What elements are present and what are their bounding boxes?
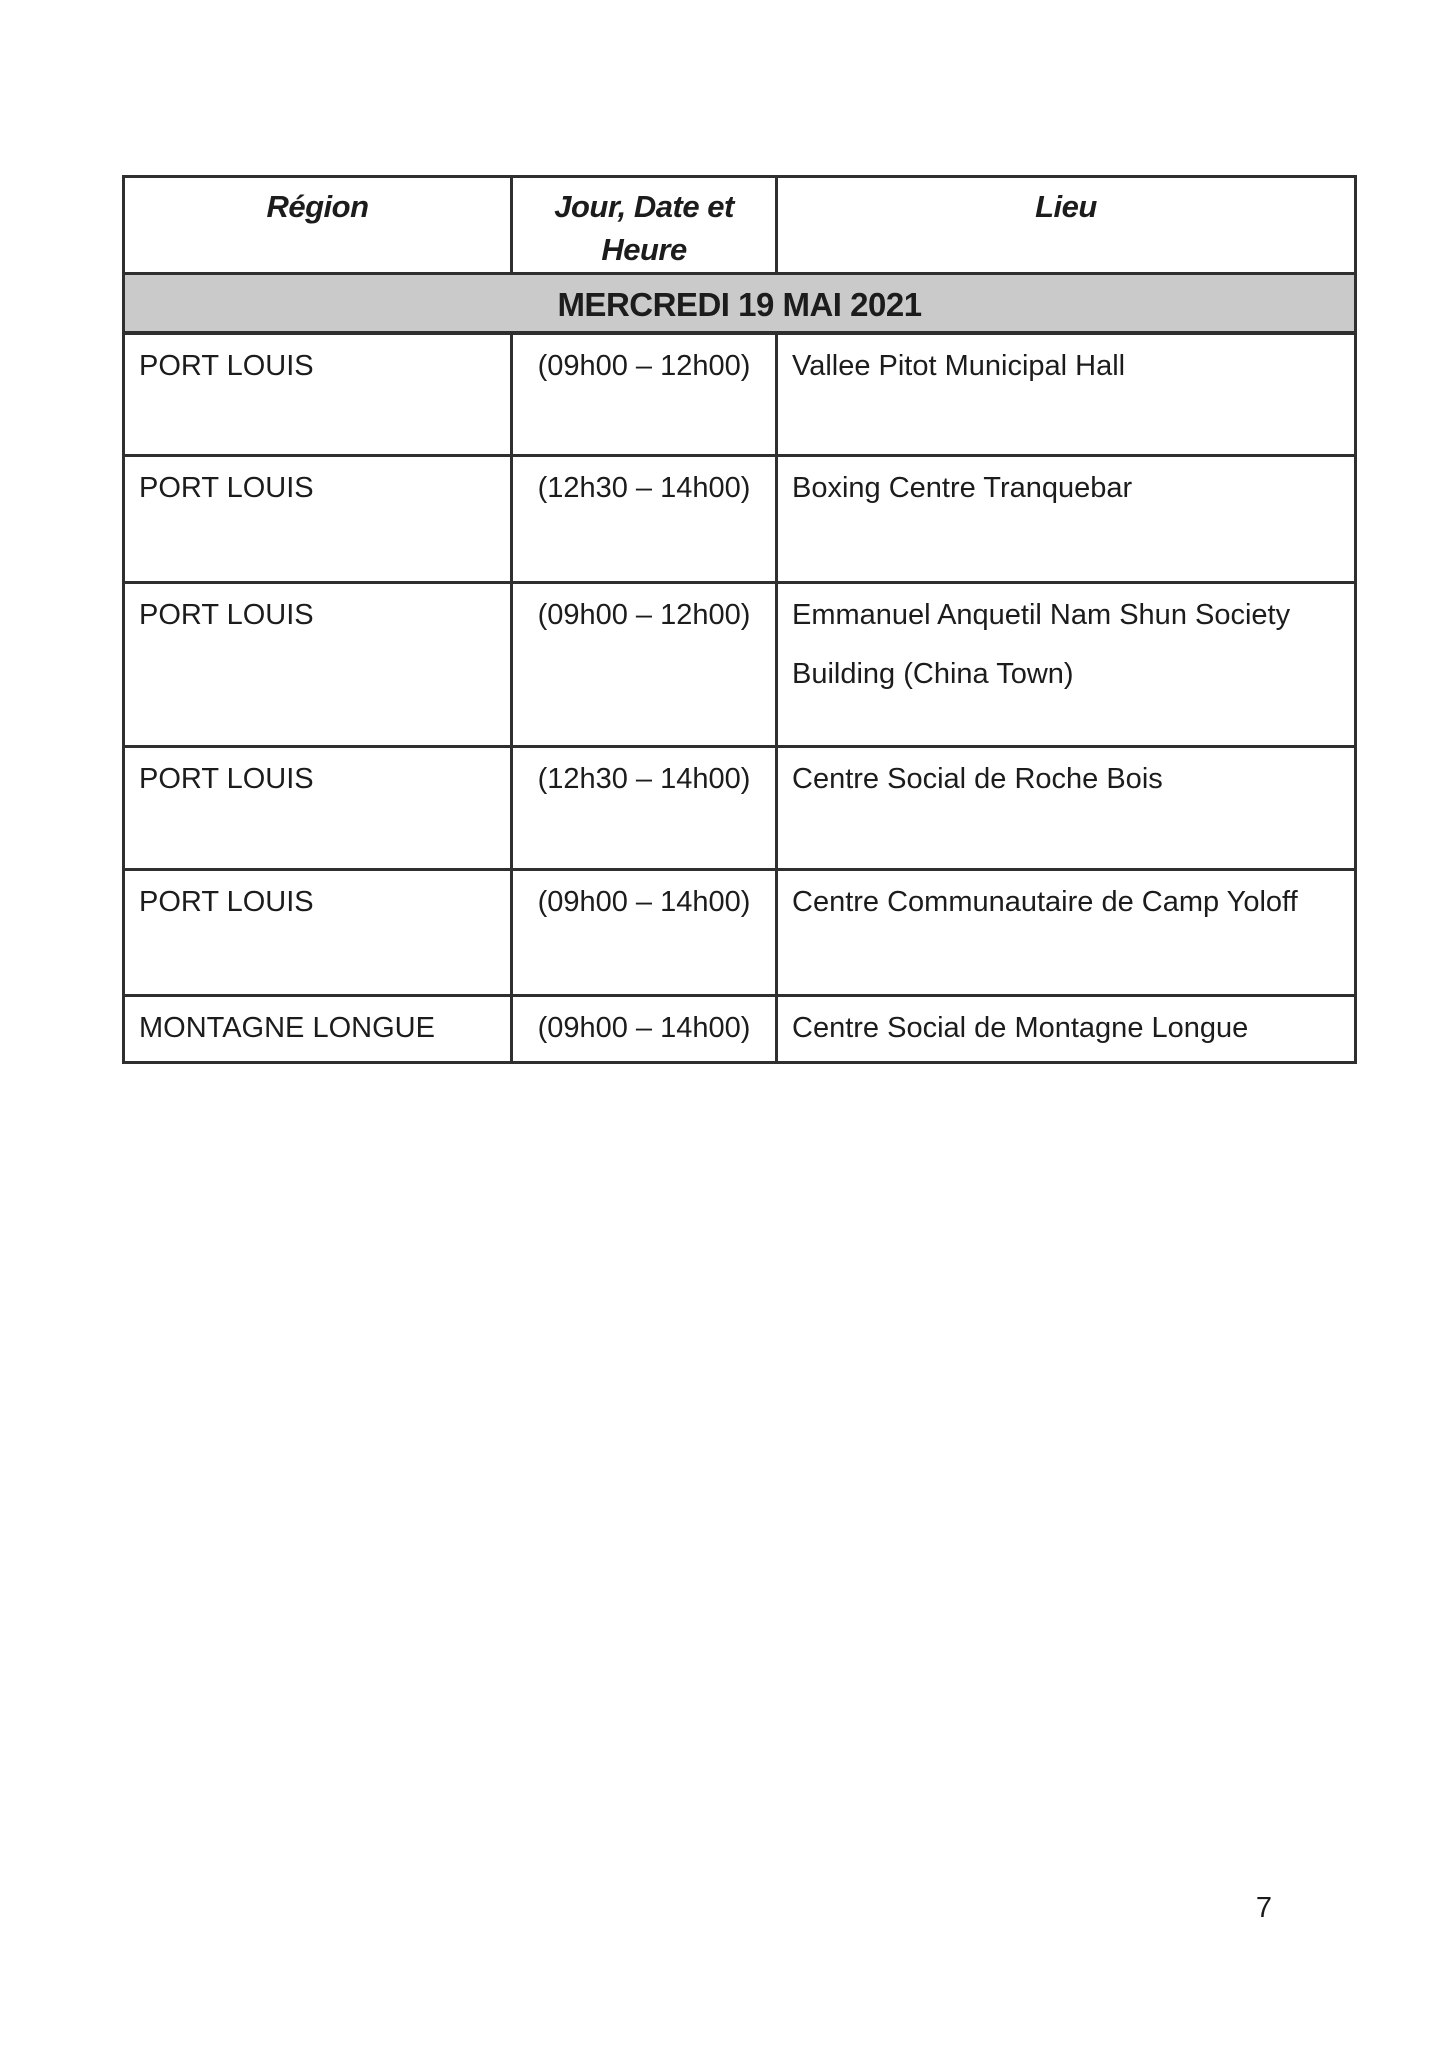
lieu-cell: Vallee Pitot Municipal Hall bbox=[777, 333, 1356, 455]
region-cell: PORT LOUIS bbox=[124, 746, 512, 869]
table-row bbox=[124, 333, 1356, 455]
lieu-cell: Emmanuel Anquetil Nam Shun Society Building (China Town) bbox=[777, 582, 1356, 746]
schedule-table bbox=[122, 175, 1357, 1064]
region-cell: PORT LOUIS bbox=[124, 869, 512, 995]
table-row bbox=[124, 455, 1356, 582]
column-header-lieu: Lieu bbox=[777, 177, 1356, 274]
time-cell: (09h00 – 14h00) bbox=[512, 869, 777, 995]
region-cell: PORT LOUIS bbox=[124, 582, 512, 746]
lieu-cell: Centre Social de Montagne Longue bbox=[777, 995, 1356, 1062]
table-row bbox=[124, 746, 1356, 869]
table-row bbox=[124, 869, 1356, 995]
time-cell: (09h00 – 12h00) bbox=[512, 333, 777, 455]
column-header-region: Région bbox=[124, 177, 512, 274]
day-banner-row bbox=[124, 273, 1356, 333]
table-row bbox=[124, 995, 1356, 1062]
region-cell: PORT LOUIS bbox=[124, 333, 512, 455]
time-cell: (09h00 – 12h00) bbox=[512, 582, 777, 746]
lieu-cell: Centre Communautaire de Camp Yoloff bbox=[777, 869, 1356, 995]
time-cell: (09h00 – 14h00) bbox=[512, 995, 777, 1062]
day-banner-cell: MERCREDI 19 MAI 2021 bbox=[124, 273, 1356, 333]
region-cell: PORT LOUIS bbox=[124, 455, 512, 582]
table-row bbox=[124, 582, 1356, 746]
lieu-cell: Boxing Centre Tranquebar bbox=[777, 455, 1356, 582]
time-cell: (12h30 – 14h00) bbox=[512, 746, 777, 869]
table-header-row bbox=[124, 177, 1356, 274]
region-cell: MONTAGNE LONGUE bbox=[124, 995, 512, 1062]
page-number: 7 bbox=[1255, 1892, 1273, 1924]
column-header-jour-date-heure: Jour, Date et Heure bbox=[512, 177, 777, 274]
time-cell: (12h30 – 14h00) bbox=[512, 455, 777, 582]
lieu-cell: Centre Social de Roche Bois bbox=[777, 746, 1356, 869]
